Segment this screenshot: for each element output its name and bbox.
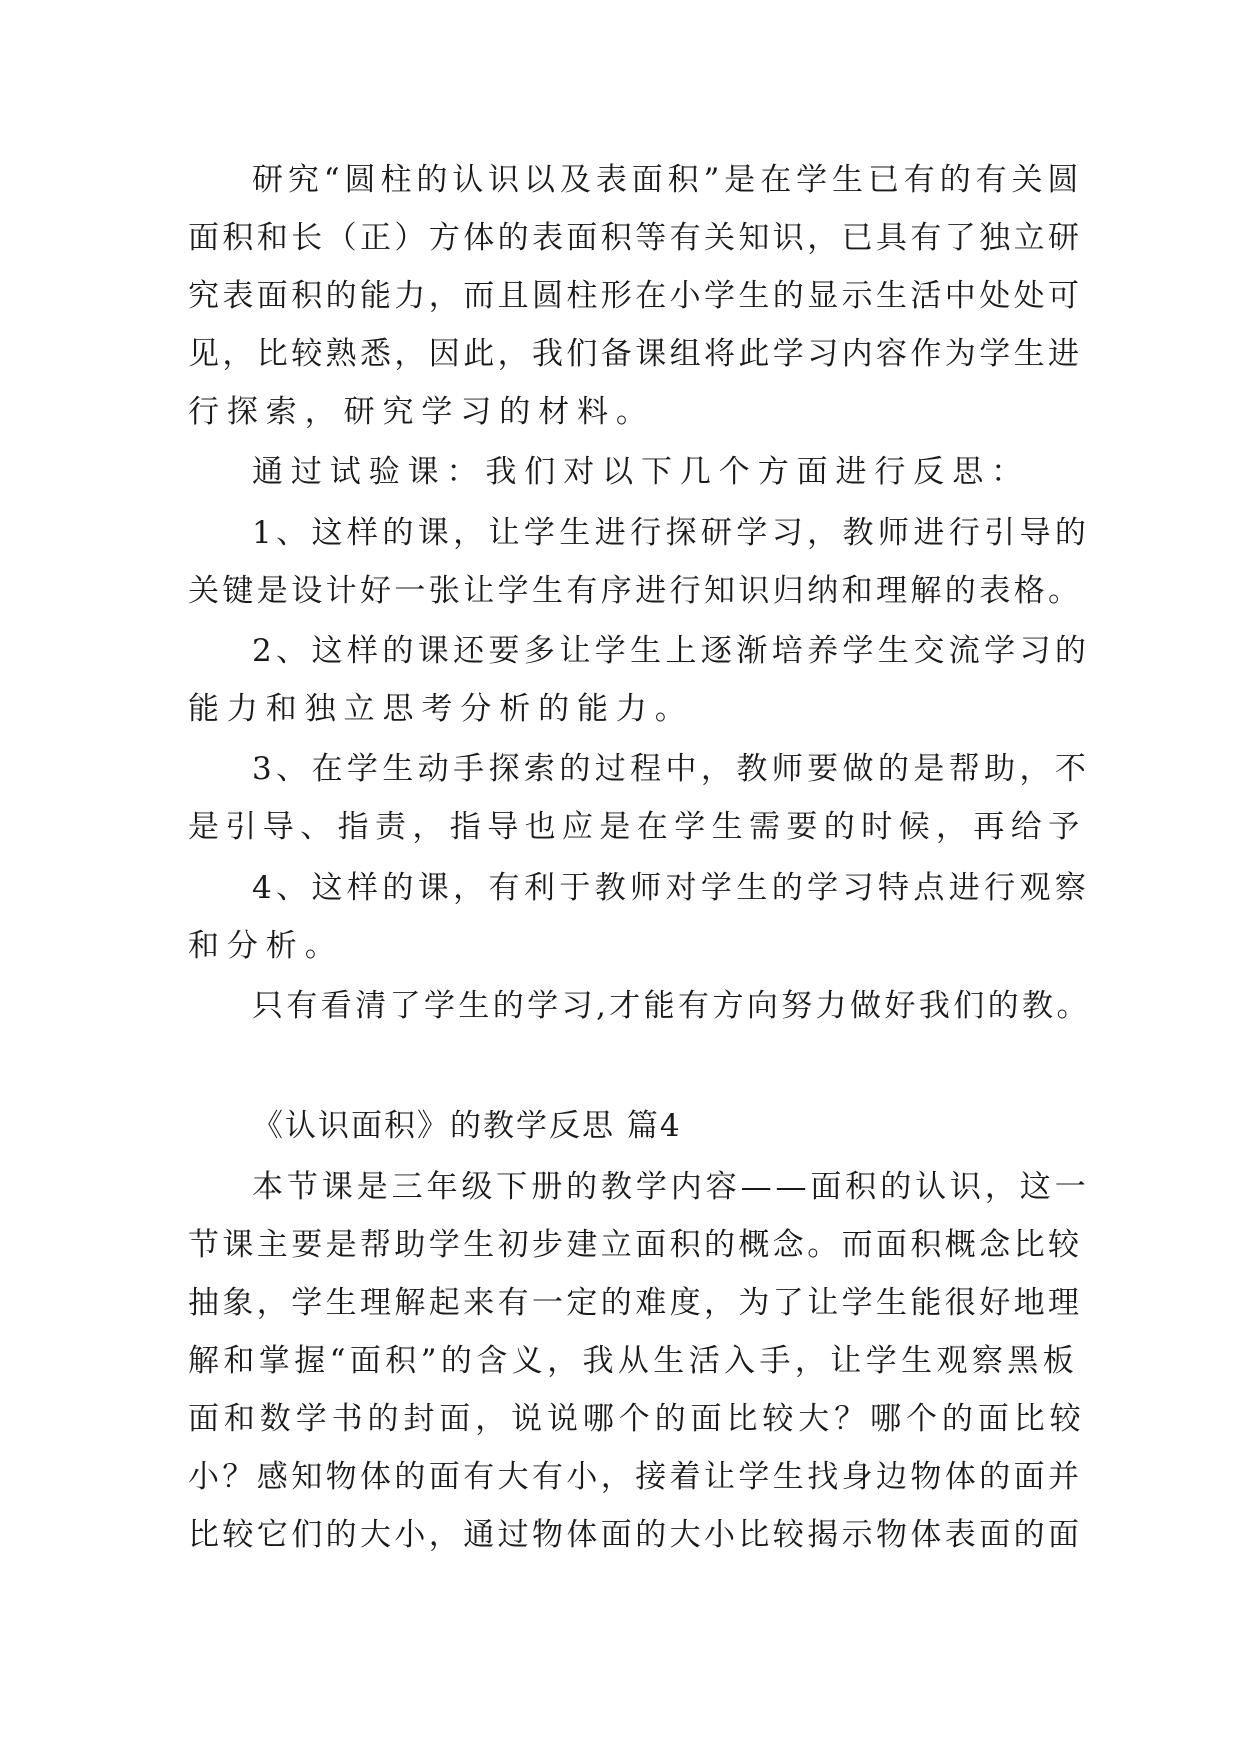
text-line: 1、这样的课，让学生进行探研学习，教师进行引导的	[252, 515, 1091, 551]
text-line: 抽象，学生理解起来有一定的难度，为了让学生能很好地理	[188, 1285, 1083, 1321]
text-line: 究表面积的能力，而且圆柱形在小学生的显示生活中处处可	[188, 278, 1083, 314]
text-line: 通过试验课：我们对以下几个方面进行反思：	[252, 454, 1030, 490]
text-line: 只有看清了学生的学习,才能有方向努力做好我们的教。	[252, 988, 1091, 1024]
text-line: 关键是设计好一张让学生有序进行知识归纳和理解的表格。	[188, 573, 1083, 609]
text-line: 面和数学书的封面，说说哪个的面比较大？哪个的面比较	[188, 1401, 1086, 1437]
text-line: 研究“圆柱的认识以及表面积”是在学生已有的有关圆	[252, 162, 1084, 198]
text-line: 解和掌握“面积”的含义，我从生活入手，让学生观察黑板	[188, 1343, 1079, 1379]
text-line: 3、在学生动手探索的过程中，教师要做的是帮助，不	[252, 751, 1091, 787]
text-line: 比较它们的大小，通过物体面的大小比较揭示物体表面的面	[188, 1517, 1083, 1553]
text-line: 是引导、指责，指导也应是在学生需要的时候，再给予	[188, 809, 1086, 845]
text-line: 行探索，研究学习的材料。	[188, 394, 655, 430]
text-line: 小？感知物体的面有大有小，接着让学生找身边物体的面并	[188, 1459, 1083, 1495]
text-line: 和分析。	[188, 928, 344, 964]
text-line: 2、这样的课还要多让学生上逐渐培养学生交流学习的	[252, 633, 1091, 669]
text-line: 4、这样的课，有利于教师对学生的学习特点进行观察	[252, 870, 1091, 906]
text-line: 节课主要是帮助学生初步建立面积的概念。而面积概念比较	[188, 1227, 1083, 1263]
section-heading: 《认识面积》的教学反思 篇4	[252, 1108, 682, 1144]
text-line: 能力和独立思考分析的能力。	[188, 691, 694, 727]
text-line: 本节课是三年级下册的教学内容——面积的认识，这一	[252, 1169, 1090, 1205]
text-line: 见，比较熟悉，因此，我们备课组将此学习内容作为学生进	[188, 336, 1083, 372]
text-line: 面积和长（正）方体的表面积等有关知识，已具有了独立研	[188, 220, 1083, 256]
